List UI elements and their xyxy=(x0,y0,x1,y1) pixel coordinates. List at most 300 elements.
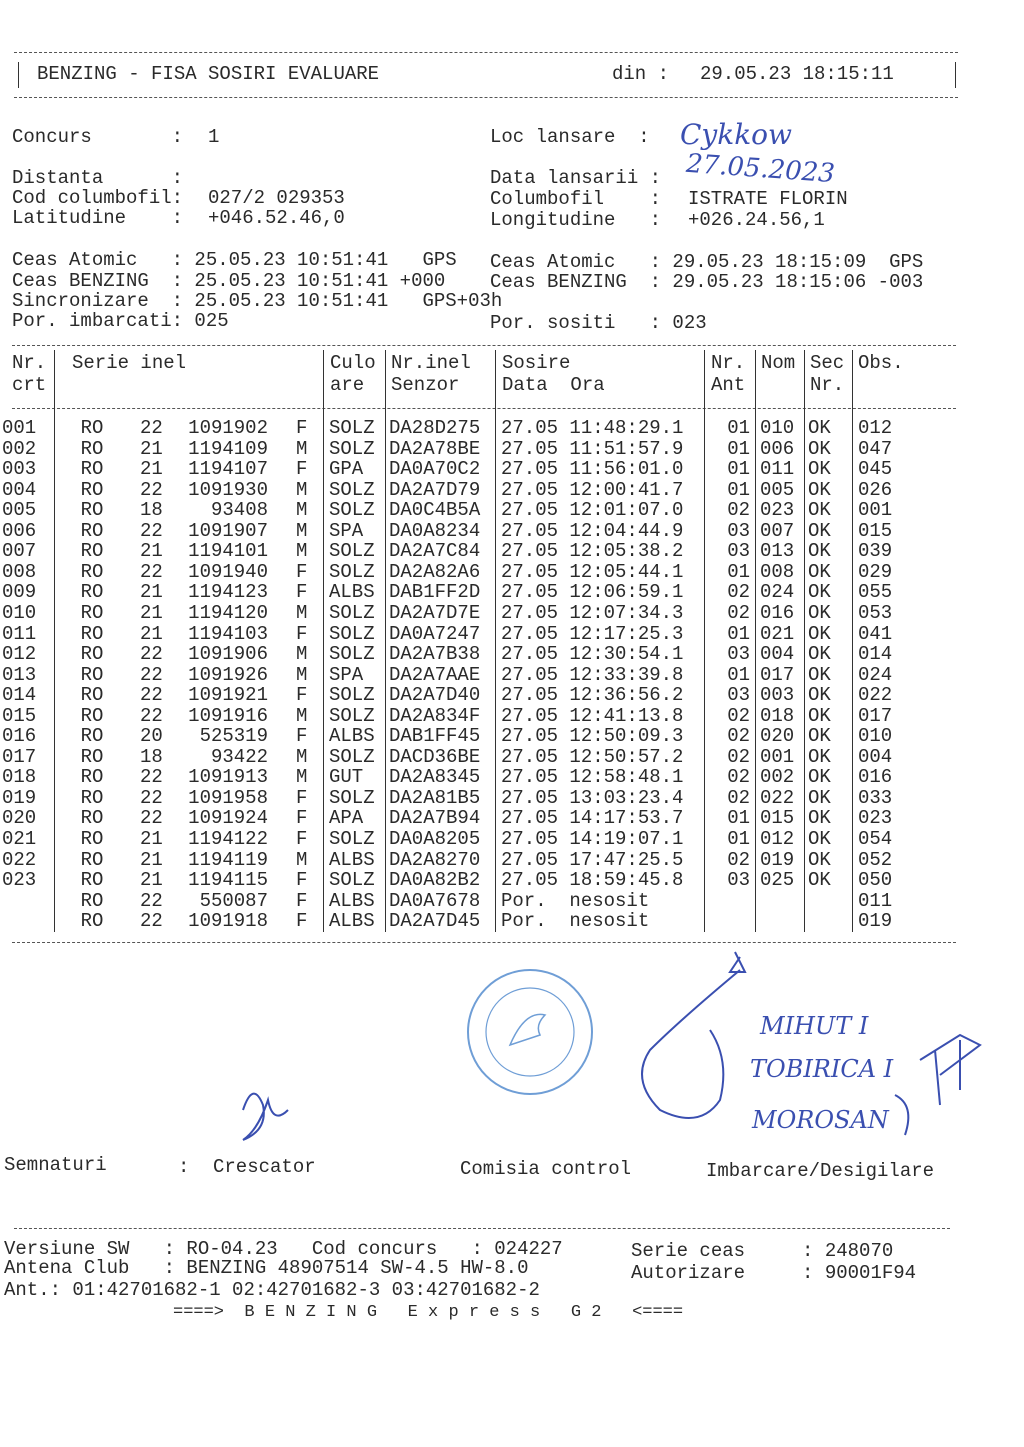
cell-country: RO xyxy=(80,910,104,933)
cell-nr-ant: 01 xyxy=(727,417,750,439)
cell-year: 21 xyxy=(140,848,163,871)
header-nr: Nr. xyxy=(12,352,47,374)
cell-sex: F xyxy=(296,684,308,707)
cell-nr-crt: 019 xyxy=(2,786,37,809)
cell-nom: 008 xyxy=(760,560,795,583)
cell-ring-number: 1091918 xyxy=(188,910,268,933)
data-lansarii-label: Data lansarii : xyxy=(490,167,662,189)
cell-sec: OK xyxy=(808,643,831,666)
col-divider xyxy=(852,350,853,932)
cell-sec: OK xyxy=(808,622,831,645)
cell-nr-ant: 01 xyxy=(727,560,750,583)
cell-year: 21 xyxy=(140,437,163,460)
cell-sex: F xyxy=(296,417,308,439)
header-obs: Obs. xyxy=(858,352,904,374)
cell-nom: 016 xyxy=(760,601,795,624)
cell-nr-crt: 004 xyxy=(2,478,37,501)
cell-senzor: DA0A7247 xyxy=(389,622,481,645)
latitudine-value: +046.52.46,0 xyxy=(208,207,345,229)
cell-sosire: Por. nesosit xyxy=(501,910,650,933)
cell-country: RO xyxy=(80,478,104,501)
cell-year: 21 xyxy=(140,540,163,563)
cell-nom: 006 xyxy=(760,437,795,460)
cell-sex: F xyxy=(296,725,308,748)
cell-ring-number: 1194103 xyxy=(188,622,268,645)
cell-country: RO xyxy=(80,684,104,707)
cell-sosire: 27.05 14:17:53.7 xyxy=(501,807,684,830)
cell-sec: OK xyxy=(808,437,831,460)
versiune-sw: Versiune SW : RO-04.23 Cod concurs : 024227 xyxy=(4,1238,563,1260)
cell-year: 22 xyxy=(140,704,163,727)
cell-nr-crt: 015 xyxy=(2,704,37,727)
cell-nr-crt: 018 xyxy=(2,766,37,789)
cell-culoare: SOLZ xyxy=(329,643,375,666)
cell-year: 22 xyxy=(140,766,163,789)
col-divider xyxy=(323,350,324,932)
columbofil-value: ISTRATE FLORIN xyxy=(688,188,848,210)
cell-nr-ant: 02 xyxy=(727,499,750,522)
cell-country: RO xyxy=(80,437,104,460)
cell-senzor: DA2A7AAE xyxy=(389,663,481,686)
header-culoare-2: are xyxy=(330,374,365,396)
cell-sec: OK xyxy=(808,745,831,768)
cell-sosire: 27.05 12:50:09.3 xyxy=(501,725,684,748)
cell-ring-number: 1091958 xyxy=(188,786,268,809)
header-sosire-1: Sosire xyxy=(502,352,571,374)
header-sec-2: Nr. xyxy=(810,374,845,396)
cell-obs: 022 xyxy=(858,684,893,707)
cell-sec: OK xyxy=(808,540,831,563)
cell-sec: OK xyxy=(808,663,831,686)
cell-obs: 017 xyxy=(858,704,893,727)
cell-country: RO xyxy=(80,889,104,912)
col-divider xyxy=(495,350,496,932)
cell-nom: 004 xyxy=(760,643,795,666)
columbofil-label: Columbofil : xyxy=(490,188,662,210)
cell-year: 22 xyxy=(140,684,163,707)
cell-obs: 045 xyxy=(858,458,893,481)
cell-nr-crt: 008 xyxy=(2,560,37,583)
cell-country: RO xyxy=(80,540,104,563)
cell-sec: OK xyxy=(808,869,831,892)
din-value: 29.05.23 18:15:11 xyxy=(700,63,894,85)
cell-country: RO xyxy=(80,828,104,850)
cell-senzor: DA2A8270 xyxy=(389,848,481,871)
longitudine-label: Longitudine : xyxy=(490,209,662,231)
cell-nr-crt: 002 xyxy=(2,437,37,460)
cell-sosire: 27.05 12:33:39.8 xyxy=(501,663,684,686)
cell-nom: 015 xyxy=(760,807,795,830)
longitudine-value: +026.24.56,1 xyxy=(688,209,825,231)
cell-year: 21 xyxy=(140,601,163,624)
cell-year: 21 xyxy=(140,458,163,481)
cell-senzor: DA2A81B5 xyxy=(389,786,481,809)
header-sosire-2: Data Ora xyxy=(502,374,605,396)
cell-year: 21 xyxy=(140,622,163,645)
cell-nr-ant: 01 xyxy=(727,458,750,481)
cell-nom: 003 xyxy=(760,684,795,707)
cell-sec: OK xyxy=(808,601,831,624)
cell-senzor: DA2A7D45 xyxy=(389,910,481,933)
cell-senzor: DA0A82B2 xyxy=(389,869,481,892)
cell-country: RO xyxy=(80,643,104,666)
cell-nr-ant: 01 xyxy=(727,437,750,460)
cell-year: 21 xyxy=(140,828,163,850)
cell-culoare: SOLZ xyxy=(329,417,375,439)
cell-year: 22 xyxy=(140,889,163,912)
cell-nom: 021 xyxy=(760,622,795,645)
cell-country: RO xyxy=(80,869,104,892)
cell-senzor: DA2A7B38 xyxy=(389,643,481,666)
cell-sex: F xyxy=(296,910,308,933)
handwritten-name-1: MIHUT I xyxy=(760,1012,869,1040)
cell-obs: 023 xyxy=(858,807,893,830)
cell-ring-number: 525319 xyxy=(199,725,268,748)
cell-sosire: 27.05 12:17:25.3 xyxy=(501,622,684,645)
cell-sex: M xyxy=(296,601,308,624)
cell-sec: OK xyxy=(808,848,831,871)
cell-nom: 018 xyxy=(760,704,795,727)
cell-sex: F xyxy=(296,889,308,912)
cell-nom: 011 xyxy=(760,458,795,481)
cell-obs: 024 xyxy=(858,663,893,686)
cell-sex: M xyxy=(296,437,308,460)
cell-sex: M xyxy=(296,478,308,501)
title-top-border xyxy=(14,52,958,53)
col-divider xyxy=(755,350,756,932)
cell-nr-ant: 02 xyxy=(727,745,750,768)
cell-country: RO xyxy=(80,417,104,439)
cell-country: RO xyxy=(80,601,104,624)
cell-nr-ant: 01 xyxy=(727,663,750,686)
cell-sosire: 27.05 12:30:54.1 xyxy=(501,643,684,666)
cell-nr-crt: 023 xyxy=(2,869,37,892)
cell-culoare: SOLZ xyxy=(329,745,375,768)
cell-senzor: DAB1FF45 xyxy=(389,725,481,748)
cell-year: 18 xyxy=(140,745,163,768)
cell-sosire: 27.05 12:00:41.7 xyxy=(501,478,684,501)
concurs-value: 1 xyxy=(208,126,220,148)
antene: Ant.: 01:42701682-1 02:42701682-3 03:42701682-2 xyxy=(4,1279,540,1301)
cell-nr-ant: 01 xyxy=(727,828,750,850)
cell-obs: 047 xyxy=(858,437,893,460)
loc-lansare-handwritten: Cykkow xyxy=(680,118,792,151)
cell-nr-crt: 017 xyxy=(2,745,37,768)
cell-senzor: DAB1FF2D xyxy=(389,581,481,604)
cell-sec: OK xyxy=(808,828,831,850)
cell-senzor: DA0A70C2 xyxy=(389,458,481,481)
cell-sosire: 27.05 12:50:57.2 xyxy=(501,745,684,768)
cell-senzor: DA0C4B5A xyxy=(389,499,481,522)
cell-sosire: Por. nesosit xyxy=(501,889,650,912)
cell-country: RO xyxy=(80,807,104,830)
cell-culoare: SOLZ xyxy=(329,622,375,645)
cell-obs: 001 xyxy=(858,499,893,522)
cell-senzor: DA2A78BE xyxy=(389,437,481,460)
cell-sex: M xyxy=(296,848,308,871)
benzing-express-brand: ====> B E N Z I N G E x p r e s s G 2 <==== xyxy=(173,1303,684,1322)
cell-sosire: 27.05 12:05:44.1 xyxy=(501,560,684,583)
cell-senzor: DA2A7D40 xyxy=(389,684,481,707)
cell-ring-number: 1091940 xyxy=(188,560,268,583)
cell-sex: F xyxy=(296,828,308,850)
cell-senzor: DA0A8205 xyxy=(389,828,481,850)
cell-ring-number: 1091924 xyxy=(188,807,268,830)
cell-obs: 026 xyxy=(858,478,893,501)
cell-country: RO xyxy=(80,725,104,748)
cell-culoare: SOLZ xyxy=(329,540,375,563)
cell-sec: OK xyxy=(808,807,831,830)
cell-country: RO xyxy=(80,766,104,789)
ceas-benzing-start: Ceas BENZING : 25.05.23 10:51:41 +000 xyxy=(12,270,446,292)
cell-sosire: 27.05 17:47:25.5 xyxy=(501,848,684,871)
cell-culoare: ALBS xyxy=(329,910,375,933)
cell-sex: M xyxy=(296,663,308,686)
header-nom: Nom xyxy=(761,352,796,374)
cell-culoare: SOLZ xyxy=(329,560,375,583)
sincronizare: Sincronizare : 25.05.23 10:51:41 GPS+03h xyxy=(12,290,503,312)
cell-nr-crt: 013 xyxy=(2,663,37,686)
cod-columbofil-value: 027/2 029353 xyxy=(208,187,345,209)
cell-nr-crt: 012 xyxy=(2,643,37,666)
cell-ring-number: 550087 xyxy=(199,889,268,912)
cell-senzor: DA2A7B94 xyxy=(389,807,481,830)
comisia-control-label: Comisia control xyxy=(460,1158,632,1180)
cell-ring-number: 1091907 xyxy=(188,519,268,542)
cell-obs: 055 xyxy=(858,581,893,604)
cell-sosire: 27.05 12:58:48.1 xyxy=(501,766,684,789)
cell-culoare: SPA xyxy=(329,519,364,542)
cell-ring-number: 1091916 xyxy=(188,704,268,727)
cell-nom: 022 xyxy=(760,786,795,809)
cell-ring-number: 1091921 xyxy=(188,684,268,707)
cell-obs: 052 xyxy=(858,848,893,871)
document-title: BENZING - FISA SOSIRI EVALUARE xyxy=(37,63,380,85)
cell-obs: 039 xyxy=(858,540,893,563)
cell-nom: 020 xyxy=(760,725,795,748)
cell-year: 22 xyxy=(140,643,163,666)
cell-nr-crt: 007 xyxy=(2,540,37,563)
ceas-atomic-end: Ceas Atomic : 29.05.23 18:15:09 GPS xyxy=(490,251,924,273)
cell-nr-ant: 02 xyxy=(727,581,750,604)
cell-senzor: DA2A82A6 xyxy=(389,560,481,583)
cell-nr-ant: 02 xyxy=(727,725,750,748)
cell-senzor: DA2A834F xyxy=(389,704,481,727)
cell-ring-number: 93408 xyxy=(210,499,268,522)
cell-nr-crt: 005 xyxy=(2,499,37,522)
title-bottom-border xyxy=(14,97,958,98)
cell-sosire: 27.05 14:19:07.1 xyxy=(501,828,684,850)
ceas-atomic-start: Ceas Atomic : 25.05.23 10:51:41 GPS xyxy=(12,249,457,271)
col-divider xyxy=(54,350,55,932)
cell-obs: 011 xyxy=(858,889,893,912)
cell-ring-number: 1194119 xyxy=(188,848,268,871)
cell-culoare: ALBS xyxy=(329,581,375,604)
cell-sosire: 27.05 12:01:07.0 xyxy=(501,499,684,522)
cell-nr-crt: 006 xyxy=(2,519,37,542)
cell-year: 18 xyxy=(140,499,163,522)
cell-nr-ant: 03 xyxy=(727,540,750,563)
cell-sex: F xyxy=(296,581,308,604)
distanta-label: Distanta : xyxy=(12,167,184,189)
cell-senzor: DA2A8345 xyxy=(389,766,481,789)
cell-sex: F xyxy=(296,807,308,830)
title-left-border xyxy=(18,62,19,88)
cell-ring-number: 1091906 xyxy=(188,643,268,666)
cell-sec: OK xyxy=(808,478,831,501)
cell-senzor: DA2A7C84 xyxy=(389,540,481,563)
cell-ring-number: 1194120 xyxy=(188,601,268,624)
cell-ring-number: 1194107 xyxy=(188,458,268,481)
cell-nr-ant: 03 xyxy=(727,869,750,892)
header-nr-ant-2: Ant xyxy=(711,374,746,396)
club-stamp xyxy=(468,970,592,1094)
cell-country: RO xyxy=(80,560,104,583)
col-divider xyxy=(385,350,386,932)
cell-nom: 005 xyxy=(760,478,795,501)
cell-obs: 015 xyxy=(858,519,893,542)
col-divider xyxy=(704,350,705,932)
cell-nr-ant: 02 xyxy=(727,601,750,624)
cell-year: 22 xyxy=(140,519,163,542)
concurs-label: Concurs : xyxy=(12,126,184,148)
cell-obs: 012 xyxy=(858,417,893,439)
cell-country: RO xyxy=(80,581,104,604)
cell-nr-ant: 01 xyxy=(727,478,750,501)
cell-ring-number: 1194122 xyxy=(188,828,268,850)
cell-nom: 007 xyxy=(760,519,795,542)
cell-sec: OK xyxy=(808,786,831,809)
header-nr-ant-1: Nr. xyxy=(711,352,746,374)
handwritten-name-3: MOROSAN xyxy=(752,1106,889,1134)
cell-senzor: DACD36BE xyxy=(389,745,481,768)
cell-obs: 033 xyxy=(858,786,893,809)
cell-sec: OK xyxy=(808,581,831,604)
header-sec-1: Sec xyxy=(810,352,845,374)
cell-year: 22 xyxy=(140,910,163,933)
cell-sex: M xyxy=(296,766,308,789)
cell-sec: OK xyxy=(808,560,831,583)
cell-obs: 050 xyxy=(858,869,893,892)
cell-sex: M xyxy=(296,540,308,563)
cell-year: 20 xyxy=(140,725,163,748)
cell-culoare: SOLZ xyxy=(329,869,375,892)
cell-country: RO xyxy=(80,519,104,542)
porumbei-sositi: Por. sositi : 023 xyxy=(490,312,707,334)
cell-sosire: 27.05 18:59:45.8 xyxy=(501,869,684,892)
cell-nr-crt: 003 xyxy=(2,458,37,481)
cell-nr-crt: 009 xyxy=(2,581,37,604)
cell-year: 22 xyxy=(140,560,163,583)
cell-senzor: DA0A8234 xyxy=(389,519,481,542)
cell-country: RO xyxy=(80,458,104,481)
cell-nom: 001 xyxy=(760,745,795,768)
cell-obs: 041 xyxy=(858,622,893,645)
data-lansarii-handwritten: 27.05.2023 xyxy=(685,148,836,190)
cell-culoare: SOLZ xyxy=(329,684,375,707)
cell-culoare: SOLZ xyxy=(329,478,375,501)
cell-nom: 002 xyxy=(760,766,795,789)
cell-year: 21 xyxy=(140,869,163,892)
table-top-border xyxy=(12,345,956,346)
cell-culoare: ALBS xyxy=(329,889,375,912)
cell-sec: OK xyxy=(808,704,831,727)
header-inel-senzor-1: Nr.inel xyxy=(391,352,471,374)
cell-nom: 025 xyxy=(760,869,795,892)
cell-sec: OK xyxy=(808,499,831,522)
cell-nr-ant: 02 xyxy=(727,786,750,809)
loc-lansare-label: Loc lansare : xyxy=(490,126,650,148)
cell-nom: 019 xyxy=(760,848,795,871)
cell-sosire: 27.05 12:41:13.8 xyxy=(501,704,684,727)
cell-culoare: SOLZ xyxy=(329,828,375,850)
cell-culoare: GUT xyxy=(329,766,364,789)
cell-nom: 010 xyxy=(760,417,795,439)
cell-ring-number: 1194123 xyxy=(188,581,268,604)
cell-culoare: ALBS xyxy=(329,848,375,871)
cell-senzor: DA2A7D79 xyxy=(389,478,481,501)
serie-ceas: Serie ceas : 248070 xyxy=(631,1240,894,1262)
cell-sosire: 27.05 11:56:01.0 xyxy=(501,458,684,481)
cell-culoare: SOLZ xyxy=(329,601,375,624)
cell-nr-ant: 01 xyxy=(727,807,750,830)
cell-year: 22 xyxy=(140,663,163,686)
cell-obs: 016 xyxy=(858,766,893,789)
cell-sex: M xyxy=(296,704,308,727)
cell-obs: 014 xyxy=(858,643,893,666)
cell-culoare: SOLZ xyxy=(329,704,375,727)
col-divider xyxy=(804,350,805,932)
autorizare: Autorizare : 90001F94 xyxy=(631,1262,917,1284)
cell-country: RO xyxy=(80,786,104,809)
cell-obs: 029 xyxy=(858,560,893,583)
cell-country: RO xyxy=(80,663,104,686)
cell-ring-number: 1194115 xyxy=(188,869,268,892)
cell-sec: OK xyxy=(808,684,831,707)
cell-ring-number: 1194101 xyxy=(188,540,268,563)
header-crt: crt xyxy=(12,374,47,396)
cell-nom: 024 xyxy=(760,581,795,604)
cell-senzor: DA28D275 xyxy=(389,417,481,439)
crescator-label: Crescator xyxy=(213,1156,316,1178)
cell-sec: OK xyxy=(808,417,831,439)
cell-ring-number: 1091930 xyxy=(188,478,268,501)
cell-sosire: 27.05 13:03:23.4 xyxy=(501,786,684,809)
cell-obs: 010 xyxy=(858,725,893,748)
cell-nr-ant: 01 xyxy=(727,622,750,645)
cell-senzor: DA0A7678 xyxy=(389,889,481,912)
cell-ring-number: 1091913 xyxy=(188,766,268,789)
cell-sex: M xyxy=(296,499,308,522)
cell-sex: M xyxy=(296,643,308,666)
cell-year: 22 xyxy=(140,786,163,809)
header-serie-inel: Serie inel xyxy=(72,352,187,374)
cell-ring-number: 1091902 xyxy=(188,417,268,439)
cell-sex: M xyxy=(296,519,308,542)
cell-ring-number: 1194109 xyxy=(188,437,268,460)
cell-sex: F xyxy=(296,786,308,809)
cell-nr-crt: 016 xyxy=(2,725,37,748)
cell-nom: 017 xyxy=(760,663,795,686)
cell-country: RO xyxy=(80,499,104,522)
imbarcare-desigilare-label: Imbarcare/Desigilare xyxy=(706,1160,935,1182)
cell-senzor: DA2A7D7E xyxy=(389,601,481,624)
cell-sosire: 27.05 11:51:57.9 xyxy=(501,437,684,460)
cell-culoare: ALBS xyxy=(329,725,375,748)
handwritten-name-2: TOBIRICA I xyxy=(750,1055,894,1083)
cell-nr-ant: 03 xyxy=(727,519,750,542)
cell-obs: 019 xyxy=(858,910,893,933)
